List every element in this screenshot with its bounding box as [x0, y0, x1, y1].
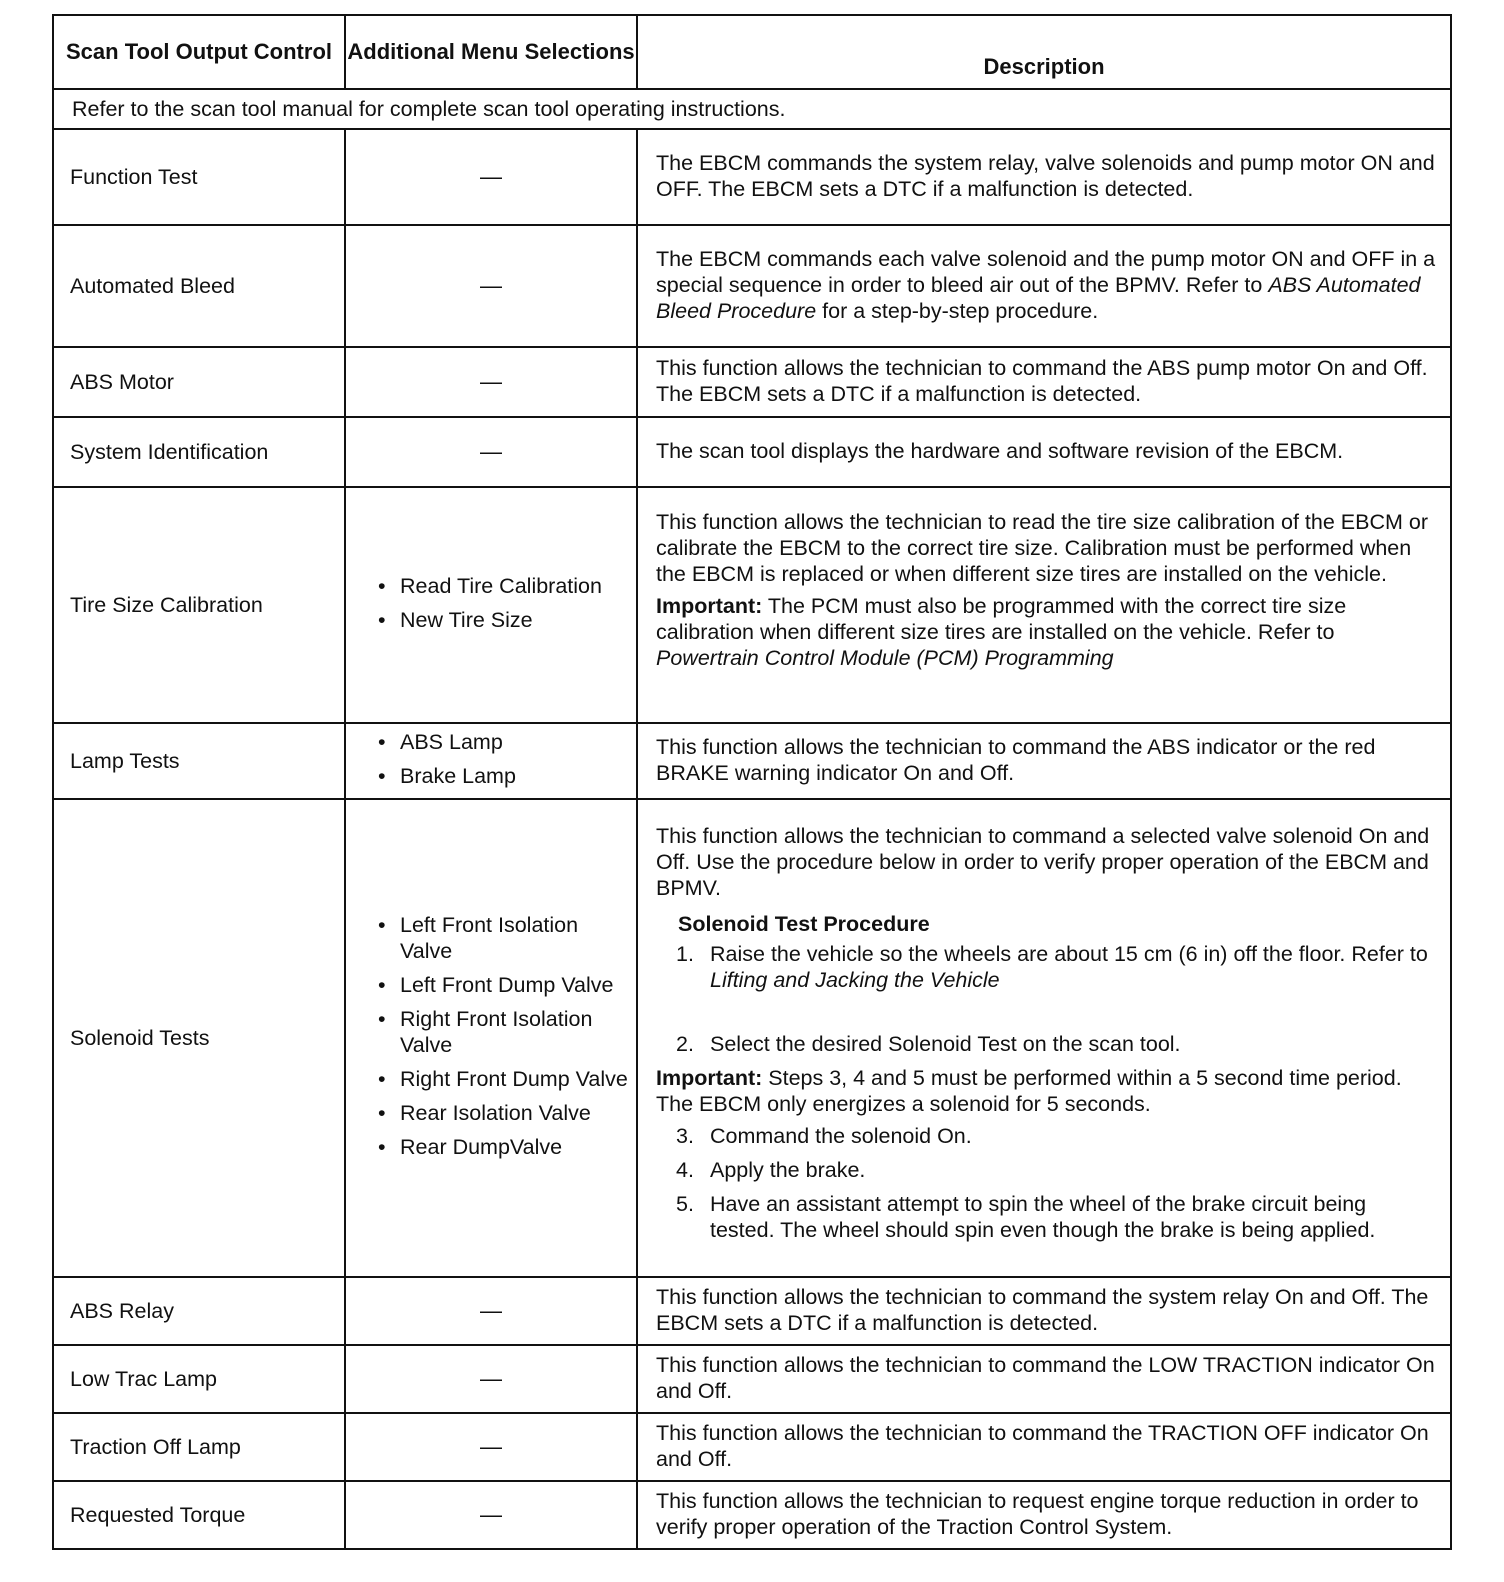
- table-row: [53, 487, 1451, 723]
- menu-selection: [345, 1413, 637, 1481]
- procedure-steps: [656, 1123, 1436, 1243]
- menu-selection: [345, 417, 637, 487]
- table-row: [53, 347, 1451, 417]
- step-number: 4.: [676, 1158, 694, 1182]
- list-item: • Brake Lamp: [376, 763, 636, 789]
- description: This function allows the technician to command the LOW TRACTION indicator On and Off.: [637, 1345, 1451, 1413]
- important-label: Important:: [656, 594, 763, 618]
- menu-selection: [345, 487, 637, 723]
- table-row: [53, 1345, 1451, 1413]
- list-item: • Read Tire Calibration: [376, 573, 636, 599]
- list-item: • Right Front Dump Valve: [376, 1066, 636, 1092]
- important-note: [656, 1065, 1436, 1117]
- menu-selection: [345, 1481, 637, 1549]
- important-text: Steps 3, 4 and 5 must be performed within a 5 second time period. The EBCM only energizes a solenoid for 5 seconds.: [656, 1066, 1402, 1116]
- control-name: System Identification: [53, 417, 345, 487]
- step-text: Have an assistant attempt to spin the wheel of the brake circuit being tested. The wheel should spin even though the brake is being applied.: [710, 1192, 1376, 1242]
- no-selection-dash: —: [480, 1298, 502, 1323]
- menu-selection: [345, 723, 637, 799]
- procedure-title: Solenoid Test Procedure: [678, 912, 930, 936]
- header-output-control: Scan Tool Output Control: [53, 15, 345, 89]
- important-text: The PCM must also be programmed with the correct tire size calibration when different size tires are installed on the vehicle. Refer to: [656, 594, 1347, 644]
- description: [637, 225, 1451, 347]
- step-number: 5.: [676, 1192, 694, 1216]
- header-description: Description: [637, 15, 1451, 89]
- table-row: [53, 225, 1451, 347]
- step-number: 1.: [676, 942, 694, 966]
- step-text: Select the desired Solenoid Test on the scan tool.: [710, 1032, 1181, 1056]
- control-name: Requested Torque: [53, 1481, 345, 1549]
- description-text: This function allows the technician to command a selected valve solenoid On and Off. Use the procedure below in order to verify proper operation of the EBCM and BPMV.: [656, 824, 1430, 900]
- lifting-jacking-reference-link[interactable]: Lifting and Jacking the Vehicle: [710, 968, 1000, 992]
- header-menu-selections: Additional Menu Selections: [345, 15, 637, 89]
- no-selection-dash: —: [480, 273, 502, 298]
- procedure-step: [656, 941, 1436, 993]
- procedure-step: [656, 1191, 1436, 1243]
- description: The EBCM commands the system relay, valve solenoids and pump motor ON and OFF. The EBCM sets a DTC if a malfunction is detected.: [637, 129, 1451, 225]
- menu-selection: [345, 225, 637, 347]
- list-item: • Left Front Dump Valve: [376, 972, 636, 998]
- no-selection-dash: —: [480, 369, 502, 394]
- description: [637, 799, 1451, 1277]
- description: This function allows the technician to command the ABS indicator or the red BRAKE warning indicator On and Off.: [637, 723, 1451, 799]
- step-text: Raise the vehicle so the wheels are about 15 cm (6 in) off the floor. Refer to: [710, 942, 1428, 966]
- no-selection-dash: —: [480, 439, 502, 464]
- scan-tool-output-controls-document: [52, 14, 1450, 1550]
- menu-selection: [345, 799, 637, 1277]
- table-row: [53, 723, 1451, 799]
- output-controls-table: [52, 14, 1452, 1550]
- control-name: Automated Bleed: [53, 225, 345, 347]
- description-text: The EBCM commands each valve solenoid and the pump motor ON and OFF in a special sequence in order to bleed air out of the BPMV. Refer to: [656, 247, 1436, 297]
- list-item: • Rear DumpValve: [376, 1134, 636, 1160]
- description-text: This function allows the technician to read the tire size calibration of the EBCM or calibrate the EBCM to the correct tire size. Calibration must be performed when the EBCM is replaced or when different size tires are installed on the vehicle.: [656, 510, 1428, 586]
- no-selection-dash: —: [480, 164, 502, 189]
- procedure-steps: [656, 941, 1436, 1057]
- no-selection-dash: —: [480, 1502, 502, 1527]
- description: This function allows the technician to command the ABS pump motor On and Off. The EBCM sets a DTC if a malfunction is detected.: [637, 347, 1451, 417]
- step-number: 2.: [676, 1032, 694, 1056]
- operating-instructions-note: Refer to the scan tool manual for complete scan tool operating instructions.: [53, 89, 1451, 129]
- no-selection-dash: —: [480, 1366, 502, 1391]
- note-row: [53, 89, 1451, 129]
- control-name: Tire Size Calibration: [53, 487, 345, 723]
- description: [637, 487, 1451, 723]
- control-name: ABS Motor: [53, 347, 345, 417]
- control-name: Lamp Tests: [53, 723, 345, 799]
- control-name: Low Trac Lamp: [53, 1345, 345, 1413]
- pcm-programming-reference-link[interactable]: Powertrain Control Module (PCM) Programming: [656, 646, 1114, 670]
- description: The scan tool displays the hardware and software revision of the EBCM.: [637, 417, 1451, 487]
- step-number: 3.: [676, 1124, 694, 1148]
- step-text: Command the solenoid On.: [710, 1124, 972, 1148]
- list-item: • Rear Isolation Valve: [376, 1100, 636, 1126]
- description: This function allows the technician to command the system relay On and Off. The EBCM sets a DTC if a malfunction is detected.: [637, 1277, 1451, 1345]
- procedure-reference-link[interactable]: ABS Automated Bleed Procedure: [656, 273, 1421, 323]
- selection-list: [376, 573, 636, 633]
- selection-list: [376, 729, 636, 789]
- header-row: [53, 15, 1451, 89]
- important-note: [656, 593, 1436, 671]
- list-item: • Right Front Isolation Valve: [376, 1006, 636, 1058]
- procedure-step: [656, 1157, 1436, 1183]
- procedure-step: [656, 1031, 1436, 1057]
- list-item: • Left Front Isolation Valve: [376, 912, 636, 964]
- list-item: • New Tire Size: [376, 607, 636, 633]
- list-item: • ABS Lamp: [376, 729, 636, 755]
- description: This function allows the technician to command the TRACTION OFF indicator On and Off.: [637, 1413, 1451, 1481]
- step-text: Apply the brake.: [710, 1158, 866, 1182]
- table-row: [53, 1277, 1451, 1345]
- description: This function allows the technician to request engine torque reduction in order to verify proper operation of the Traction Control System.: [637, 1481, 1451, 1549]
- table-row: [53, 129, 1451, 225]
- control-name: Solenoid Tests: [53, 799, 345, 1277]
- description-text: for a step-by-step procedure.: [816, 299, 1099, 323]
- table-row: [53, 417, 1451, 487]
- spacer: [656, 1001, 1436, 1023]
- table-row: [53, 799, 1451, 1277]
- table-row: [53, 1413, 1451, 1481]
- menu-selection: [345, 1277, 637, 1345]
- menu-selection: [345, 1345, 637, 1413]
- procedure-step: [656, 1123, 1436, 1149]
- menu-selection: [345, 129, 637, 225]
- control-name: Traction Off Lamp: [53, 1413, 345, 1481]
- table-row: [53, 1481, 1451, 1549]
- selection-list: [376, 912, 636, 1160]
- control-name: ABS Relay: [53, 1277, 345, 1345]
- no-selection-dash: —: [480, 1434, 502, 1459]
- control-name: Function Test: [53, 129, 345, 225]
- important-label: Important:: [656, 1066, 763, 1090]
- menu-selection: [345, 347, 637, 417]
